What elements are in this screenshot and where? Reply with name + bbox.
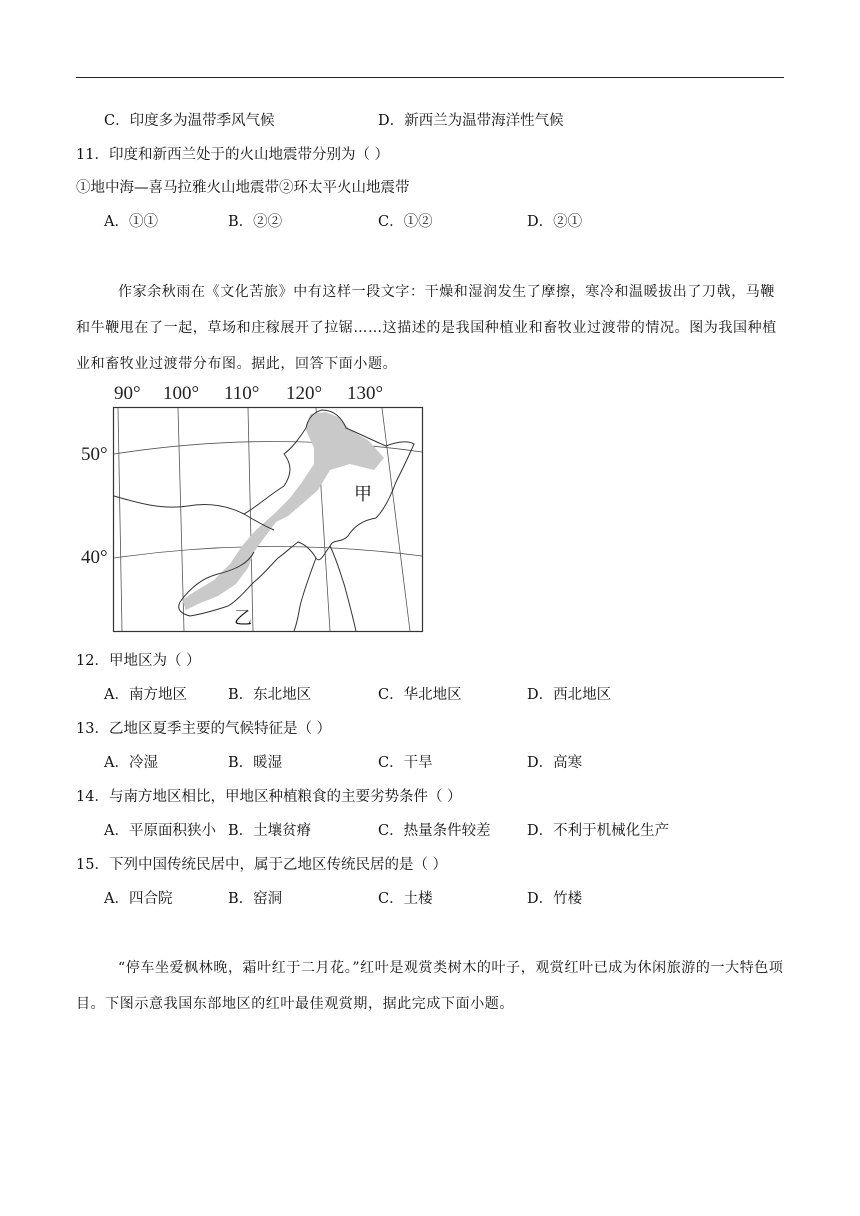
region-a-label: 甲 (354, 484, 372, 505)
q15-option-c: C．土楼 (378, 891, 433, 907)
q12-option-c: C．华北地区 (378, 687, 462, 703)
q10-option-d: D．新西兰为温带海洋性气候 (378, 113, 564, 129)
passage-2 (76, 950, 786, 1022)
q11-option-b: B．②② (228, 214, 283, 230)
q11-note: ①地中海—喜马拉雅火山地震带②环太平火山地震带 (76, 180, 410, 196)
q13-option-d: D．高寒 (527, 755, 583, 771)
lat-label-40: 40° (81, 547, 108, 568)
q15-stem: 15．下列中国传统民居中，属于乙地区传统民居的是（ ） (76, 857, 448, 873)
q15-option-d: D．竹楼 (527, 891, 583, 907)
lon-label-120: 120° (286, 383, 323, 404)
lon-label-90: 90° (114, 383, 141, 404)
q13-option-c: C．干旱 (378, 755, 433, 771)
q13-option-a: A．冷湿 (104, 755, 158, 771)
q12-option-b: B．东北地区 (228, 687, 312, 703)
lon-label-110: 110° (224, 383, 260, 404)
q13-stem: 13．乙地区夏季主要的气候特征是（ ） (76, 721, 332, 737)
q12-option-a: A．南方地区 (104, 687, 187, 703)
passage-2-text: “停车坐爱枫林晚，霜叶红于二月花。”红叶是观赏类树木的叶子，观赏红叶已成为休闲旅游的一大特色项目。下图示意我国东部地区的红叶最佳观赏期，据此完成下面小题。 (76, 960, 784, 1012)
lon-label-130: 130° (347, 383, 384, 404)
q11-option-a: A．①① (104, 214, 158, 230)
q11-stem: 11．印度和新西兰处于的火山地震带分别为（ ） (76, 147, 390, 163)
q14-option-d: D．不利于机械化生产 (527, 823, 670, 839)
q14-option-b: B．土壤贫瘠 (228, 823, 312, 839)
q14-stem: 14．与南方地区相比，甲地区种植粮食的主要劣势条件（ ） (76, 789, 462, 805)
q11-option-d: D．②① (527, 214, 583, 230)
q14-option-c: C．热量条件较差 (378, 823, 491, 839)
passage-1-text: 作家余秋雨在《文化苦旅》中有这样一段文字：干燥和湿润发生了摩擦，寒冷和温暖拔出了刀戟，马鞭和牛鞭甩在了一起，草场和庄稼展开了拉锯……这描述的是我国种植业和畜牧业过渡带的情况。图为我国种植业和畜牧业过渡带分布图。据此，回答下面小题。 (76, 284, 777, 372)
q10-option-c: C．印度多为温带季风气候 (104, 113, 275, 129)
lat-label-50: 50° (81, 444, 108, 465)
q15-option-a: A．四合院 (104, 891, 173, 907)
q13-option-b: B．暖湿 (228, 755, 283, 771)
transition-zone-map (78, 378, 428, 636)
lon-label-100: 100° (163, 383, 200, 404)
region-b-label: 乙 (234, 608, 252, 629)
q12-option-d: D．西北地区 (527, 687, 612, 703)
passage-1 (76, 274, 786, 382)
q12-stem: 12．甲地区为（ ） (76, 653, 201, 669)
q15-option-b: B．窑洞 (228, 891, 283, 907)
header-rule (76, 77, 784, 78)
q14-option-a: A．平原面积狭小 (104, 823, 216, 839)
q11-option-c: C．①② (378, 214, 433, 230)
